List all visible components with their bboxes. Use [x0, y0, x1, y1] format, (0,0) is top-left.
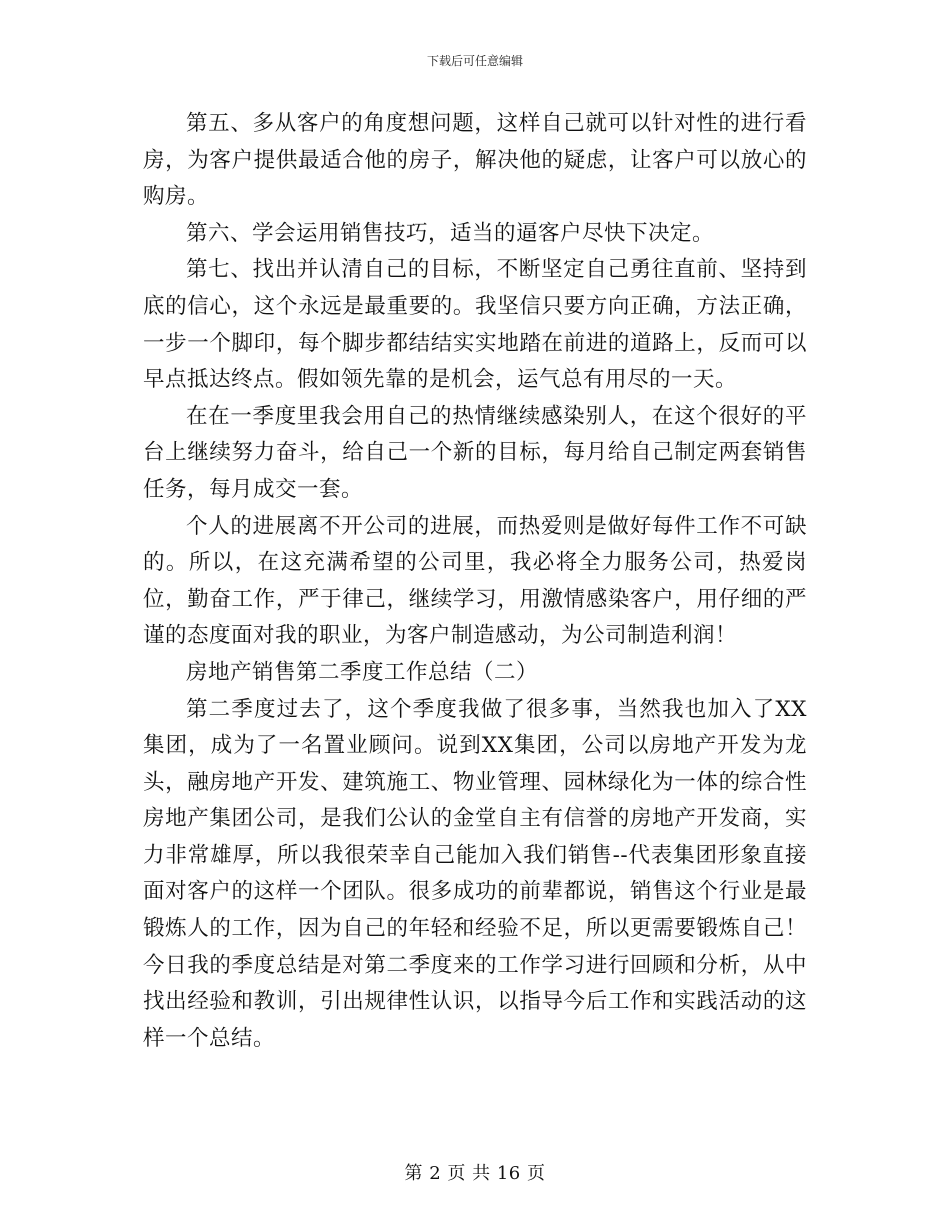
paragraph-point-five: 第五、多从客户的角度想问题，这样自己就可以针对性的进行看房，为客户提供最适合他的房子，解决他的疑虑，让客户可以放心的购房。: [143, 111, 807, 210]
paragraph-next-quarter-plan: 在在一季度里我会用自己的热情继续感染别人，在这个很好的平台上继续努力奋斗，给自己一个新的目标，每月给自己制定两套销售任务，每月成交一套。: [143, 403, 807, 502]
paragraph-point-six: 第六、学会运用销售技巧，适当的逼客户尽快下决定。: [186, 220, 715, 246]
page-header-note: 下载后可任意编辑: [426, 54, 523, 68]
section-heading: 房地产销售第二季度工作总结（二）: [186, 659, 539, 685]
page-number-footer: 第 2 页 共 16 页: [404, 1163, 546, 1184]
paragraph-second-quarter-intro: 第二季度过去了，这个季度我做了很多事，当然我也加入了XX集团，成为了一名置业顾问。说到XX集团，公司以房地产开发为龙头，融房地产开发、建筑施工、物业管理、园林绿化为一体的综合性房地产集团公司，是我们公认的金堂自主有信誉的房地产开发商，实力非常雄厚，所以我很荣幸自己能加入我们销售--代表集团形象直接面对客户的这样一个团队。很多成功的前辈都说，销售这个行业是最锻炼人的工作，因为自己的年轻和经验不足，所以更需要锻炼自己！今日我的季度总结是对第二季度来的工作学习进行回顾和分析，从中找出经验和教训，引出规律性认识，以指导今后工作和实践活动的这样一个总结。: [143, 696, 807, 1051]
paragraph-company-dedication: 个人的进展离不开公司的进展，而热爱则是做好每件工作不可缺的。所以，在这充满希望的公司里，我必将全力服务公司，热爱岗位，勤奋工作，严于律己，继续学习，用激情感染客户，用仔细的严谨的态度面对我的职业，为客户制造感动，为公司制造利润！: [143, 513, 807, 649]
document-body: [143, 106, 807, 1057]
paragraph-point-seven: 第七、找出并认清自己的目标，不断坚定自己勇往直前、坚持到底的信心，这个永远是最重要的。我坚信只要方向正确，方法正确，一步一个脚印，每个脚步都结结实实地踏在前进的道路上，反而可以早点抵达终点。假如领先靠的是机会，运气总有用尽的一天。: [143, 257, 807, 393]
